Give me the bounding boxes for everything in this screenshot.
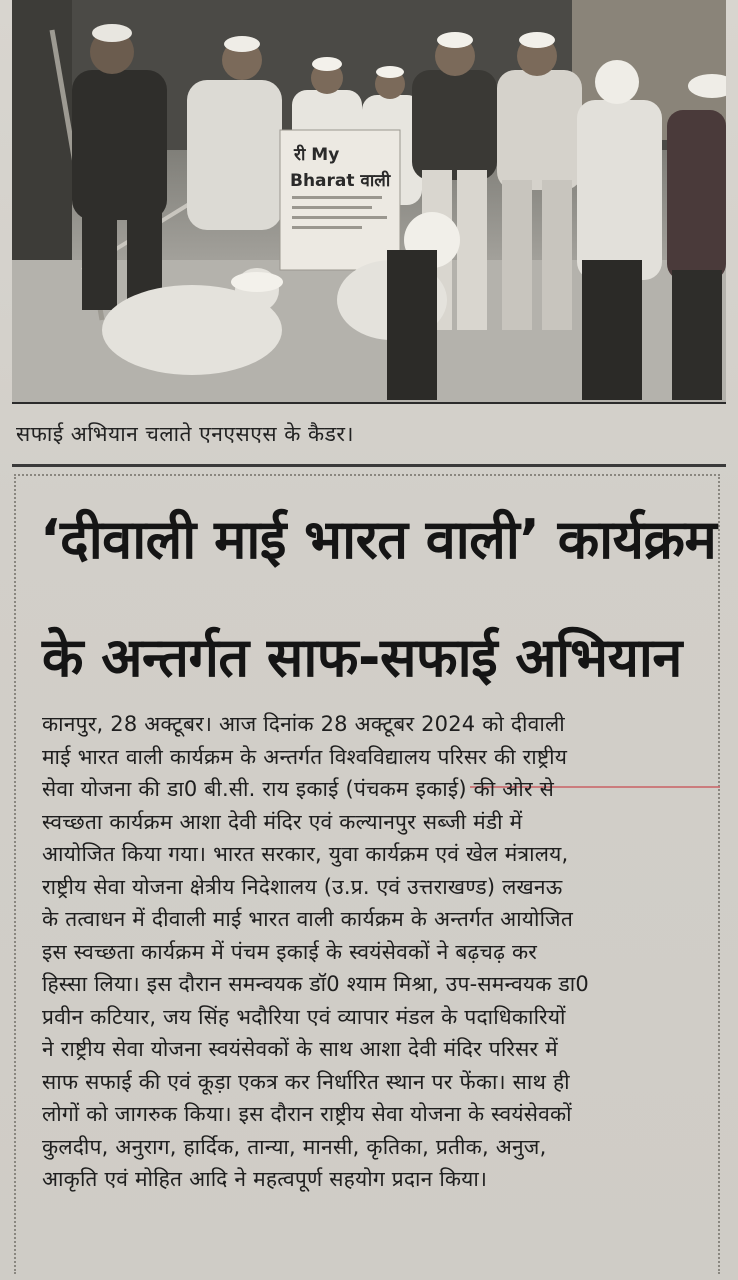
body-line: सेवा योजना की डा0 बी.सी. राय इकाई (पंचकम इकाई) की ओर से — [42, 777, 555, 801]
body-line: साफ सफाई की एवं कूड़ा एकत्र कर निर्धारित स्थान पर फेंका। साथ ही — [42, 1069, 570, 1094]
body-line: आकृति एवं मोहित आदि ने महत्वपूर्ण सहयोग प्रदान किया। — [42, 1167, 488, 1191]
body-line: माई भारत वाली कार्यक्रम के अन्तर्गत विश्वविद्यालय परिसर की राष्ट्रीय — [42, 744, 568, 769]
news-photo — [12, 0, 726, 404]
body-line: कानपुर, 28 अक्टूबर। आज दिनांक 28 अक्टूबर 2024 को दीवाली — [42, 712, 565, 736]
body-line: कुलदीप, अनुराग, हार्दिक, तान्या, मानसी, कृतिका, प्रतीक, अनुज, — [42, 1134, 547, 1159]
body-line: लोगों को जागरुक किया। इस दौरान राष्ट्रीय सेवा योजना के स्वयंसेवकों — [42, 1102, 572, 1126]
banner — [280, 130, 400, 270]
headline-line-2: के अन्तर्गत साफ-सफाई अभियान — [42, 626, 682, 689]
body-line: आयोजित किया गया। भारत सरकार, युवा कार्यक्रम एवं खेल मंत्रालय, — [42, 842, 569, 866]
body-line: ने राष्ट्रीय सेवा योजना स्वयंसेवकों के साथ आशा देवी मंदिर परिसर में — [42, 1037, 558, 1061]
body-line: राष्ट्रीय सेवा योजना क्षेत्रीय निदेशालय (उ.प्र. एवं उत्तराखण्ड) लखनऊ — [42, 874, 563, 899]
banner-text-line2: Bharat वाली — [290, 171, 391, 191]
body-line: स्वच्छता कार्यक्रम आशा देवी मंदिर एवं कल्यानपुर सब्जी मंडी में — [42, 809, 523, 834]
headline-line-1: ‘दीवाली माई भारत वाली’ कार्यक्रम — [40, 508, 717, 571]
body-line: इस स्वच्छता कार्यक्रम में पंचम इकाई के स्वयंसेवकों ने बढ़चढ़ कर — [42, 939, 538, 964]
article-body — [42, 708, 722, 1196]
photo-caption: सफाई अभियान चलाते एनएसएस के कैडर। — [16, 422, 354, 446]
banner-text-line1: री My — [294, 145, 340, 165]
body-line: हिस्सा लिया। इस दौरान समन्वयक डॉ0 श्याम मिश्रा, उप-समन्वयक डा0 — [42, 972, 589, 996]
body-line: के तत्वाधन में दीवाली माई भारत वाली कार्यक्रम के अन्तर्गत आयोजित — [42, 907, 574, 931]
body-line: प्रवीन कटियार, जय सिंह भदौरिया एवं व्यापार मंडल के पदाधिकारियों — [42, 1004, 566, 1029]
volunteers-cleaning-photo — [12, 0, 726, 402]
section-divider — [12, 464, 726, 467]
